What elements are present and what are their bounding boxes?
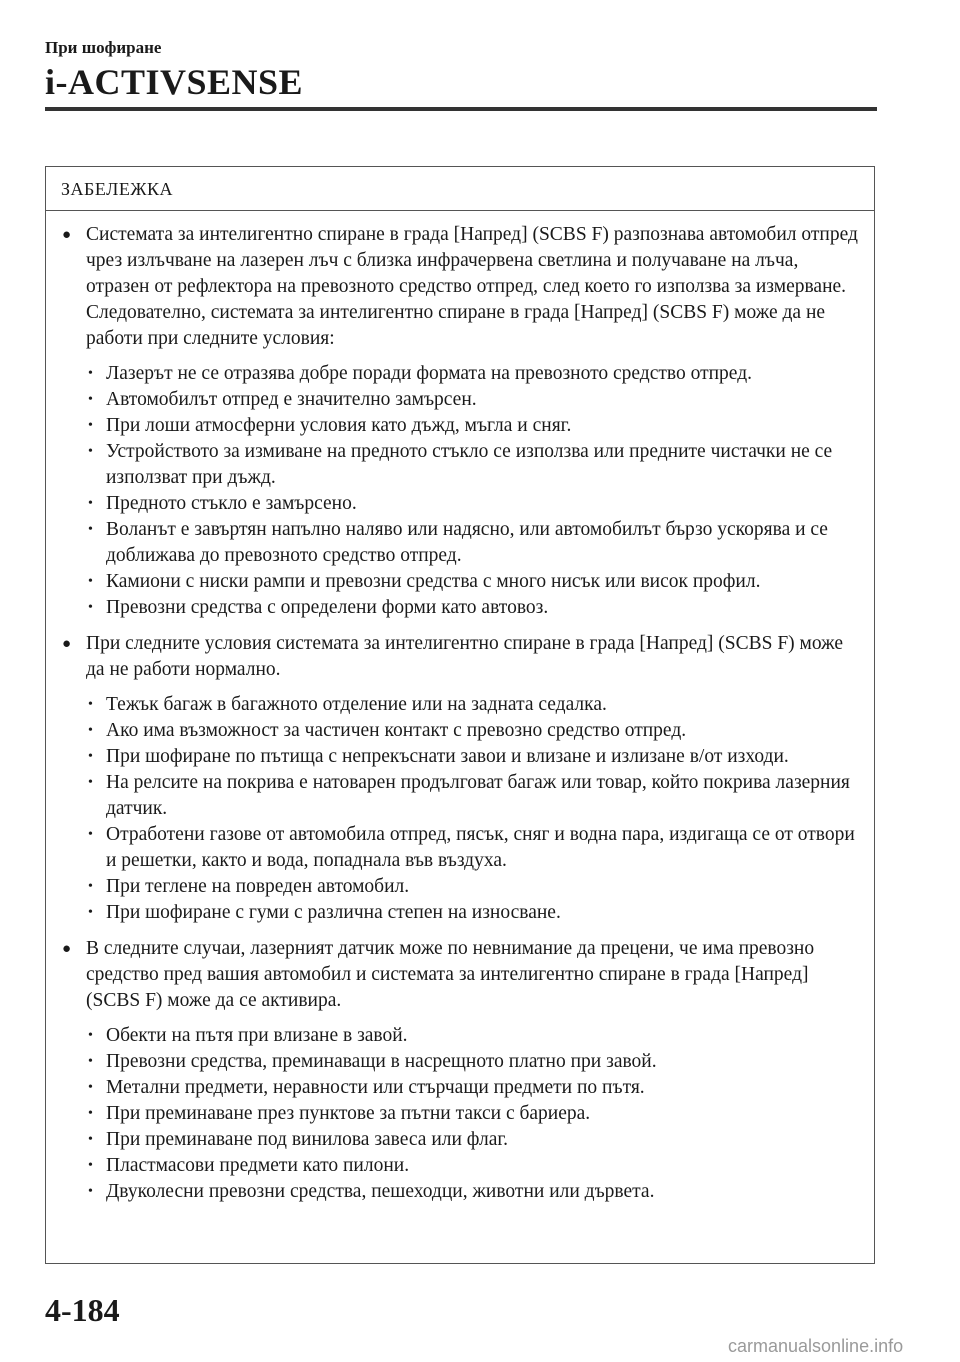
list-item-text: На релсите на покрива е натоварен продълговат багаж или товар, който покрива лазерния датчик.: [106, 772, 850, 819]
list-item: [86, 1153, 864, 1179]
list-item-text: Тежък багаж в багажното отделение или на задната седалка.: [106, 694, 607, 715]
list-item-text: При теглене на повреден автомобил.: [106, 876, 410, 897]
bullet-icon: •: [88, 496, 93, 511]
note-heading: ЗАБЕЛЕЖКА: [46, 167, 874, 211]
list-item-text: Воланът е завъртян напълно наляво или надясно, или автомобилът бързо ускорява и се доближава до превозното средство отпред.: [106, 519, 828, 566]
list-item-text: При лоши атмосферни условия като дъжд, мъгла и сняг.: [106, 415, 572, 436]
list-item: [86, 1049, 864, 1075]
list-item: [86, 387, 864, 413]
bullet-icon: •: [88, 775, 93, 790]
bullet-icon: •: [88, 1184, 93, 1199]
list-item-text: Лазерът не се отразява добре поради формата на превозното средство отпред.: [106, 363, 752, 384]
condition-list: [86, 692, 864, 926]
list-item: [86, 595, 864, 621]
list-item: [86, 822, 864, 874]
list-item-text: Превозни средства с определени форми като автовоз.: [106, 597, 549, 618]
bullet-icon: •: [88, 697, 93, 712]
list-item-text: Пластмасови предмети като пилони.: [106, 1155, 410, 1176]
list-item: [86, 744, 864, 770]
bullet-icon: •: [88, 574, 93, 589]
note-body: [46, 211, 874, 1205]
condition-list: [86, 1023, 864, 1205]
list-item: [86, 1127, 864, 1153]
list-item-text: Обекти на пътя при влизане в завой.: [106, 1025, 408, 1046]
bullet-icon: •: [88, 879, 93, 894]
page-title: i-ACTIVSENSE: [45, 62, 304, 102]
list-item-text: Ако има възможност за частичен контакт с превозно средство отпред.: [106, 720, 687, 741]
bullet-icon: •: [88, 749, 93, 764]
list-item: [86, 491, 864, 517]
page-number: 4-184: [45, 1292, 120, 1328]
note-item: [62, 631, 864, 926]
note-item-text: Системата за интелигентно спиране в града [Напред] (SCBS F) разпознава автомобил отпред чрез излъчване на лазерен лъч с близка инфрачервена светлина и получаване на лъча, отразен от рефлектора на превозното средство отпред, след което го използва за измерване. Следователно, системата за интелигентно спиране в града [Напред] (SCBS F) може да не работи при следните условия:: [86, 224, 858, 349]
bullet-icon: •: [88, 1106, 93, 1121]
section-label: При шофиране: [45, 38, 162, 57]
watermark: carmanualsonline.info: [728, 1336, 904, 1356]
title-divider: [45, 107, 877, 111]
note-item: [62, 222, 864, 621]
list-item: [86, 1101, 864, 1127]
list-item: [86, 718, 864, 744]
bullet-icon: •: [88, 600, 93, 615]
list-item: [86, 413, 864, 439]
list-item-text: Превозни средства, преминаващи в насрещното платно при завой.: [106, 1051, 657, 1072]
bullet-icon: •: [88, 1080, 93, 1095]
list-item: [86, 361, 864, 387]
list-item: [86, 692, 864, 718]
bullet-icon: •: [88, 827, 93, 842]
list-item: [86, 1075, 864, 1101]
list-item-text: При шофиране с гуми с различна степен на износване.: [106, 902, 561, 923]
bullet-icon: •: [88, 1132, 93, 1147]
condition-list: [86, 361, 864, 621]
note-item: [62, 936, 864, 1205]
list-item: [86, 770, 864, 822]
list-item: [86, 439, 864, 491]
bullet-icon: •: [88, 1158, 93, 1173]
list-item-text: Предното стъкло е замърсено.: [106, 493, 357, 514]
bullet-icon: •: [88, 418, 93, 433]
bullet-icon: ●: [62, 636, 72, 652]
note-box: [45, 166, 875, 1264]
bullet-icon: •: [88, 1054, 93, 1069]
list-item-text: Метални предмети, неравности или стърчащи предмети по пътя.: [106, 1077, 645, 1098]
bullet-icon: •: [88, 905, 93, 920]
bullet-icon: •: [88, 366, 93, 381]
note-item-text: В следните случаи, лазерният датчик може по невнимание да прецени, че има превозно средство пред вашия автомобил и системата за интелигентно спиране в града [Напред] (SCBS F) може да се активира.: [86, 938, 815, 1011]
list-item-text: Устройството за измиване на предното стъкло се използва или предните чистачки не се използват при дъжд.: [106, 441, 833, 488]
list-item: [86, 517, 864, 569]
list-item: [86, 569, 864, 595]
list-item-text: Двуколесни превозни средства, пешеходци, животни или дървета.: [106, 1181, 655, 1202]
list-item-text: Отработени газове от автомобила отпред, пясък, сняг и водна пара, издигаща се от отвори и решетки, както и вода, попаднала във въздуха.: [106, 824, 855, 871]
bullet-icon: ●: [62, 227, 72, 243]
note-item-text: При следните условия системата за интелигентно спиране в града [Напред] (SCBS F) може да не работи нормално.: [86, 633, 844, 680]
list-item-text: При шофиране по пътища с непрекъснати завои и влизане и излизане в/от изходи.: [106, 746, 789, 767]
list-item: [86, 1179, 864, 1205]
list-item: [86, 874, 864, 900]
bullet-icon: ●: [62, 941, 72, 957]
bullet-icon: •: [88, 392, 93, 407]
bullet-icon: •: [88, 444, 93, 459]
list-item-text: Камиони с ниски рампи и превозни средства с много нисък или висок профил.: [106, 571, 761, 592]
bullet-icon: •: [88, 723, 93, 738]
list-item-text: При преминаване през пунктове за пътни такси с бариера.: [106, 1103, 591, 1124]
bullet-icon: •: [88, 1028, 93, 1043]
list-item-text: При преминаване под винилова завеса или флаг.: [106, 1129, 509, 1150]
list-item: [86, 1023, 864, 1049]
list-item-text: Автомобилът отпред е значително замърсен.: [106, 389, 477, 410]
bullet-icon: •: [88, 522, 93, 537]
list-item: [86, 900, 864, 926]
